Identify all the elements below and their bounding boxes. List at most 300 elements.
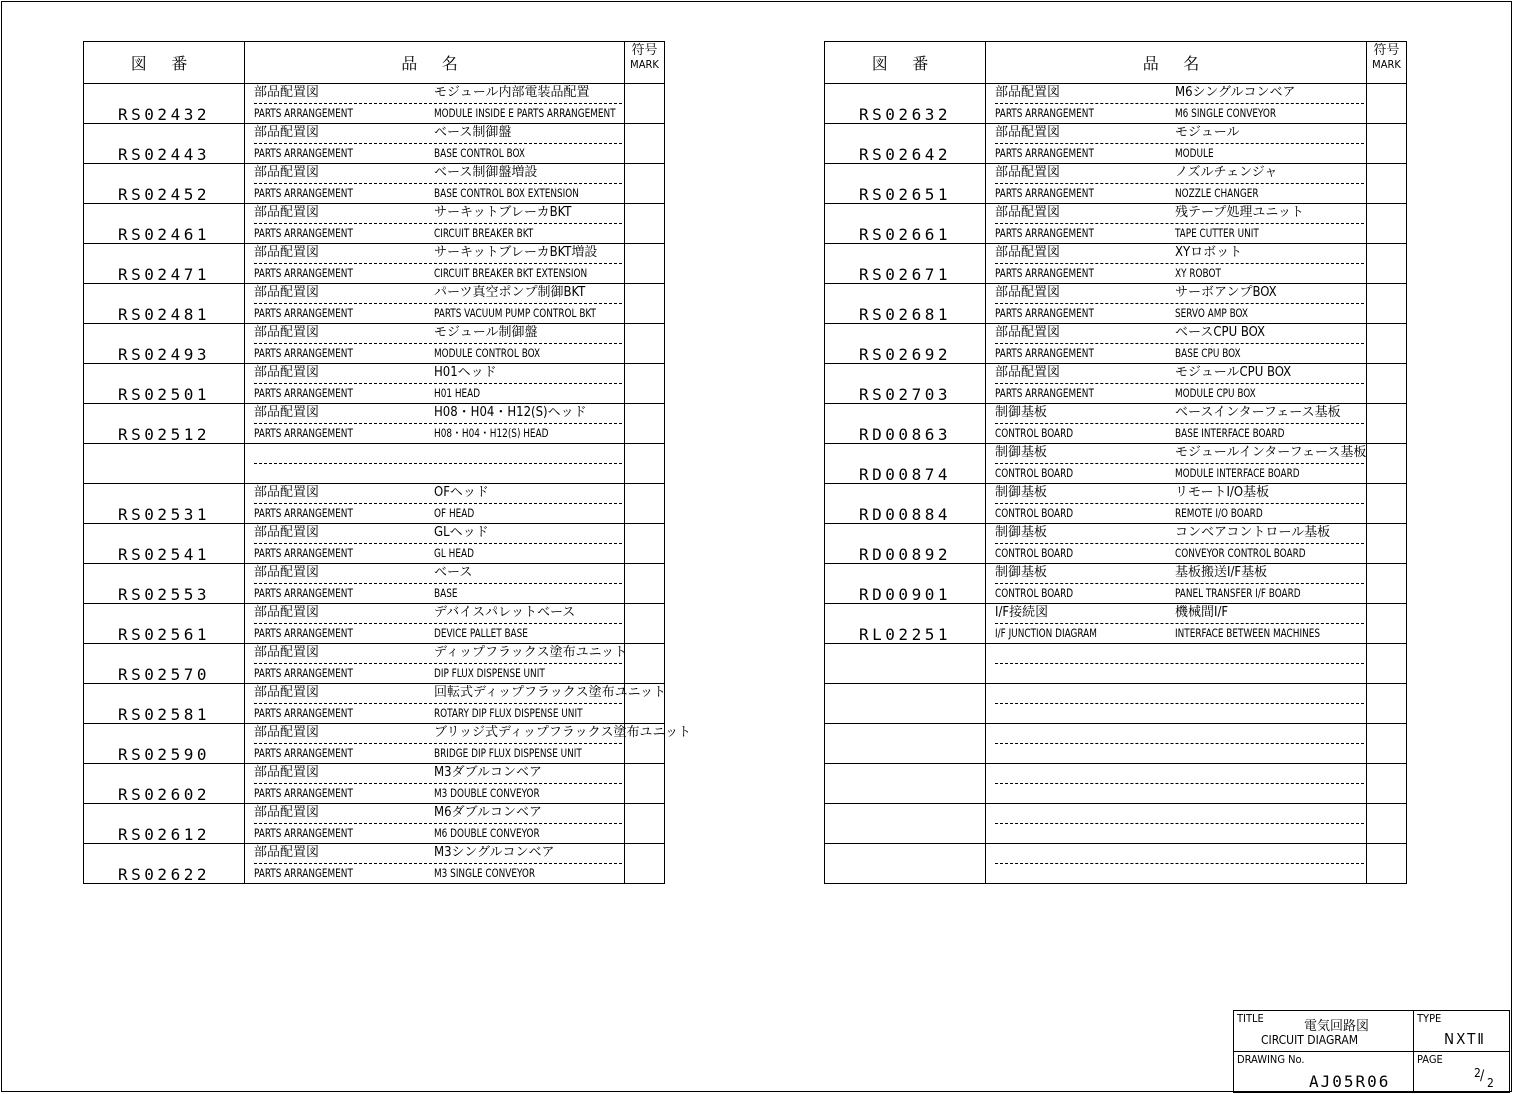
description-en: OF HEAD [434,506,475,520]
header-name: 品 名 [986,42,1367,84]
category-jp: 部品配置図 [254,205,320,220]
table-row [825,404,1407,444]
mark-cell [625,284,665,324]
item-name [245,724,692,764]
table-row [825,364,1407,404]
item-name [986,724,1367,764]
item-name [245,484,625,524]
mark-cell [1367,284,1407,324]
drawing-no-value: AJ05R06 [1309,1072,1391,1091]
name-line-jp [995,404,1364,424]
category-en: PARTS ARRANGEMENT [254,546,353,560]
description-jp: サーキットブレーカBKT増設 [434,245,598,260]
description-jp: ディップフラックス塗布ユニット [434,645,628,660]
drawing-number: RS02501 [84,364,245,404]
name-line-jp [995,284,1364,304]
category-jp: 部品配置図 [254,845,320,860]
drawing-number: RL02251 [825,604,986,644]
table-row [84,84,665,124]
mark-cell [625,204,665,244]
table-row [84,724,665,764]
name-line-jp [254,164,622,184]
category-en: PARTS ARRANGEMENT [254,826,353,840]
description-jp: サーキットブレーカBKT [434,205,572,220]
description-jp: M3ダブルコンベア [434,765,543,780]
description-en: BASE CONTROL BOX [434,146,525,160]
description-en: H01 HEAD [434,386,481,400]
category-en: PARTS ARRANGEMENT [254,626,353,640]
header-mark [1367,42,1407,84]
title-label: TITLE [1237,1012,1264,1025]
table-row [825,724,1407,764]
category-jp: 制御基板 [995,565,1048,580]
category-en: CONTROL BOARD [995,426,1074,440]
item-name [986,204,1367,244]
title-block [1233,1010,1510,1093]
name-line-jp [995,364,1364,384]
description-en: PARTS VACUUM PUMP CONTROL BKT [434,306,596,320]
title-cell [1234,1011,1414,1052]
name-line-jp [254,364,622,384]
mark-cell [1367,244,1407,284]
description-jp: XYロボット [1175,245,1243,260]
category-en: PARTS ARRANGEMENT [254,146,353,160]
mark-cell [1367,484,1407,524]
mark-cell [625,124,665,164]
name-line-en [254,264,622,283]
table-row [825,84,1407,124]
drawing-number: RS02512 [84,404,245,444]
description-en: REMOTE I/O BOARD [1175,506,1263,520]
mark-cell [625,324,665,364]
name-line-en [254,224,622,243]
drawing-no-cell [1234,1052,1414,1093]
drawing-number [825,684,986,724]
description-en: MODULE CONTROL BOX [434,346,541,360]
description-en: BRIDGE DIP FLUX DISPENSE UNIT [434,746,582,760]
item-name [245,524,625,564]
category-jp: 部品配置図 [995,125,1061,140]
title-en: CIRCUIT DIAGRAM [1261,1033,1359,1047]
drawing-number: RS02432 [84,84,245,124]
description-jp: モジュール [1175,125,1240,140]
drawing-number: RS02452 [84,164,245,204]
category-en: PARTS ARRANGEMENT [254,746,353,760]
table-row [84,484,665,524]
mark-cell [625,604,665,644]
category-jp: 部品配置図 [254,605,320,620]
table-row [84,684,665,724]
description-jp: ベース [434,565,473,580]
description-jp: モジュールインターフェース基板 [1175,445,1367,460]
name-line-jp [254,644,628,664]
mark-cell [1367,404,1407,444]
drawing-number: RS02612 [84,804,245,844]
category-jp: 部品配置図 [254,485,320,500]
name-line-jp [254,124,622,144]
drawing-number: RS02531 [84,484,245,524]
item-name [986,364,1367,404]
description-en: CIRCUIT BREAKER BKT [434,226,534,240]
header-mark-jp: 符号 [1373,43,1400,58]
category-jp: 部品配置図 [995,85,1061,100]
table-row [825,244,1407,284]
item-name [245,364,625,404]
drawing-number: RS02661 [825,204,986,244]
name-line-jp [995,84,1364,104]
table-row [84,804,665,844]
item-name [245,764,625,804]
name-line-en [254,344,622,363]
name-line-jp [995,124,1364,144]
item-name [986,564,1367,604]
drawing-number: RS02561 [84,604,245,644]
category-en: PARTS ARRANGEMENT [995,146,1094,160]
category-en: PARTS ARRANGEMENT [254,426,353,440]
category-en: I/F JUNCTION DIAGRAM [995,626,1097,640]
description-en: M6 DOUBLE CONVEYOR [434,826,540,840]
table-row [84,764,665,804]
table-row [84,564,665,604]
name-line-jp [995,684,1364,704]
drawing-number: RS02590 [84,724,245,764]
description-en: H08・H04・H12(S) HEAD [434,426,549,440]
item-name [245,124,625,164]
category-jp: 制御基板 [995,405,1048,420]
category-jp: 制御基板 [995,485,1048,500]
item-name [986,324,1367,364]
description-en: TAPE CUTTER UNIT [1175,226,1259,240]
name-line-jp [995,444,1367,464]
category-en: CONTROL BOARD [995,506,1074,520]
header-mark-en: MARK [1372,58,1401,71]
mark-cell [625,844,665,884]
drawing-number: RD00901 [825,564,986,604]
name-line-jp [254,804,622,824]
drawing-no-label: DRAWING No. [1237,1053,1305,1066]
name-line-en [254,624,622,643]
name-line-en [254,704,622,723]
description-en: M6 SINGLE CONVEYOR [1175,106,1277,120]
description-en: M3 DOUBLE CONVEYOR [434,786,540,800]
description-en: BASE INTERFACE BOARD [1175,426,1285,440]
name-line-en [254,824,622,843]
mark-cell [625,524,665,564]
name-line-jp [995,804,1364,824]
category-en: PARTS ARRANGEMENT [254,386,353,400]
table-row [825,284,1407,324]
drawing-number: RS02632 [825,84,986,124]
category-en: PARTS ARRANGEMENT [254,306,353,320]
item-name [986,84,1367,124]
category-en: PARTS ARRANGEMENT [995,266,1094,280]
category-en: PARTS ARRANGEMENT [254,586,353,600]
description-jp: M6シングルコンベア [1175,85,1296,100]
table-row [84,244,665,284]
item-name [245,844,625,884]
type-cell [1414,1011,1510,1052]
table-row [84,284,665,324]
name-line-en [995,304,1364,323]
name-line-en [995,864,1364,883]
category-jp: 部品配置図 [995,365,1061,380]
header-mark-jp: 符号 [631,43,658,58]
item-name [986,284,1367,324]
drawing-number [825,644,986,684]
description-jp: ベースCPU BOX [1175,325,1266,340]
table-row [825,804,1407,844]
name-line-en [995,744,1364,763]
category-jp: 部品配置図 [995,165,1061,180]
table-row [825,604,1407,644]
table-row [825,124,1407,164]
name-line-en [995,104,1364,123]
header-code: 図 番 [84,42,245,84]
drawing-number [825,804,986,844]
name-line-en [254,664,622,683]
category-jp: 部品配置図 [254,645,320,660]
name-line-jp [254,604,622,624]
description-jp: サーボアンプBOX [1175,285,1277,300]
category-jp: 部品配置図 [254,685,320,700]
description-en: CIRCUIT BREAKER BKT EXTENSION [434,266,588,280]
drawing-number [84,444,245,484]
name-line-en [995,224,1364,243]
drawing-number: RS02481 [84,284,245,324]
description-jp: 回転式ディップフラックス塗布ユニット [434,685,667,700]
item-name [986,404,1367,444]
category-en: PARTS ARRANGEMENT [254,106,353,120]
description-jp: デバイスパレットベース [434,605,576,620]
name-line-en [995,264,1364,283]
description-jp: 機械間I/F [1175,605,1229,620]
name-line-jp [254,84,622,104]
table-row [825,324,1407,364]
table-row [825,644,1407,684]
item-name [986,484,1367,524]
item-name [986,124,1367,164]
header-name: 品 名 [245,42,625,84]
category-en: CONTROL BOARD [995,586,1074,600]
name-line-jp [995,204,1364,224]
page-slash: / [1480,1068,1485,1084]
table-row [84,204,665,244]
name-line-en [254,744,622,763]
mark-cell [1367,644,1407,684]
name-line-en [254,104,622,123]
name-line-jp [254,324,622,344]
name-line-jp [995,164,1364,184]
description-en: MODULE [1175,146,1214,160]
drawing-number: RS02443 [84,124,245,164]
drawing-number: RS02642 [825,124,986,164]
category-en: PARTS ARRANGEMENT [254,506,353,520]
drawing-number: RD00863 [825,404,986,444]
item-name [245,164,625,204]
description-en: BASE CPU BOX [1175,346,1241,360]
title-jp: 電気回路図 [1304,1019,1370,1034]
category-jp: 部品配置図 [995,245,1061,260]
mark-cell [625,364,665,404]
drawing-number: RS02651 [825,164,986,204]
mark-cell [1367,684,1407,724]
name-line-en [254,504,622,523]
drawing-number: RD00892 [825,524,986,564]
name-line-jp [254,404,622,424]
table-row [825,484,1407,524]
name-line-en [254,304,622,323]
name-line-en [995,584,1364,603]
drawing-number: RS02553 [84,564,245,604]
page-number: 2 [1474,1066,1481,1080]
name-line-en [254,384,622,403]
description-en: M3 SINGLE CONVEYOR [434,866,536,880]
name-line-jp [254,284,622,304]
category-jp: I/F接続図 [995,605,1049,620]
name-line-jp [995,564,1364,584]
mark-cell [1367,604,1407,644]
category-en: PARTS ARRANGEMENT [254,866,353,880]
table-row [84,124,665,164]
drawing-number: RS02681 [825,284,986,324]
mark-cell [1367,84,1407,124]
mark-cell [625,244,665,284]
drawing-number: RS02471 [84,244,245,284]
description-en: BASE [434,586,458,600]
drawing-number: RS02581 [84,684,245,724]
category-en: PARTS ARRANGEMENT [254,706,353,720]
name-line-en [995,824,1364,843]
mark-cell [625,564,665,604]
mark-cell [625,804,665,844]
item-name [245,324,625,364]
item-name [245,644,628,684]
name-line-jp [254,444,622,464]
category-jp: 制御基板 [995,525,1048,540]
description-jp: M6ダブルコンベア [434,805,543,820]
drawing-number: RS02602 [84,764,245,804]
item-name [245,804,625,844]
name-line-en [254,424,622,443]
description-en: MODULE INSIDE E PARTS ARRANGEMENT [434,106,616,120]
mark-cell [625,484,665,524]
item-name [986,764,1367,804]
mark-cell [1367,764,1407,804]
name-line-jp [254,764,622,784]
table-row [84,444,665,484]
name-line-en [995,424,1364,443]
description-en: XY ROBOT [1175,266,1221,280]
name-line-jp [995,524,1364,544]
category-jp: 部品配置図 [254,565,320,580]
name-line-jp [254,844,622,864]
category-jp: 部品配置図 [254,365,320,380]
name-line-en [254,544,622,563]
name-line-en [995,624,1364,643]
table-row [825,564,1407,604]
type-label: TYPE [1417,1012,1442,1025]
header-code: 図 番 [825,42,986,84]
page-cell [1414,1052,1510,1093]
mark-cell [1367,444,1407,484]
category-en: PARTS ARRANGEMENT [254,666,353,680]
item-name [986,164,1367,204]
mark-cell [1367,724,1407,764]
drawing-number: RS02570 [84,644,245,684]
description-jp: ベースインターフェース基板 [1175,405,1341,420]
header-mark [625,42,665,84]
table-row [84,644,665,684]
table-row [825,764,1407,804]
name-line-jp [254,564,622,584]
name-line-jp [995,844,1364,864]
name-line-en [995,504,1364,523]
drawing-number [825,764,986,804]
description-jp: パーツ真空ポンプ制御BKT [434,285,586,300]
category-jp: 部品配置図 [254,325,320,340]
name-line-jp [995,604,1364,624]
description-jp: リモートI/O基板 [1175,485,1270,500]
mark-cell [1367,164,1407,204]
table-row [825,204,1407,244]
mark-cell [1367,844,1407,884]
drawing-number: RD00884 [825,484,986,524]
category-en: PARTS ARRANGEMENT [254,266,353,280]
table-row [825,844,1407,884]
drawing-number: RS02703 [825,364,986,404]
name-line-jp [254,204,622,224]
description-jp: ベース制御盤増設 [434,165,538,180]
name-line-en [995,384,1364,403]
item-name [245,684,667,724]
item-name [986,244,1367,284]
description-jp: 残テープ処理ユニット [1175,205,1304,220]
category-en: PARTS ARRANGEMENT [254,226,353,240]
category-en: PARTS ARRANGEMENT [995,226,1094,240]
mark-cell [625,404,665,444]
table-row [84,844,665,884]
name-line-jp [995,484,1364,504]
item-name [245,444,625,484]
mark-cell [1367,364,1407,404]
description-jp: ブリッジ式ディップフラックス塗布ユニット [434,725,692,740]
name-line-en [995,704,1364,723]
description-en: NOZZLE CHANGER [1175,186,1259,200]
drawing-number: RS02541 [84,524,245,564]
description-en: MODULE CPU BOX [1175,386,1256,400]
item-name [986,444,1367,484]
description-en: INTERFACE BETWEEN MACHINES [1175,626,1321,640]
drawing-index-table-right [824,41,1407,884]
category-jp: 制御基板 [995,445,1048,460]
item-name [245,604,625,644]
table-row [84,524,665,564]
name-line-en [995,544,1364,563]
drawing-number: RS02461 [84,204,245,244]
category-jp: 部品配置図 [995,285,1061,300]
category-en: PARTS ARRANGEMENT [995,306,1094,320]
drawing-number: RS02493 [84,324,245,364]
category-en: PARTS ARRANGEMENT [995,386,1094,400]
name-line-en [254,784,622,803]
table-row [84,404,665,444]
drawing-index-table-left [83,41,692,884]
category-en: PARTS ARRANGEMENT [995,346,1094,360]
name-line-en [254,464,622,483]
item-name [986,844,1367,884]
name-line-en [995,464,1364,483]
description-en: PANEL TRANSFER I/F BOARD [1175,586,1301,600]
